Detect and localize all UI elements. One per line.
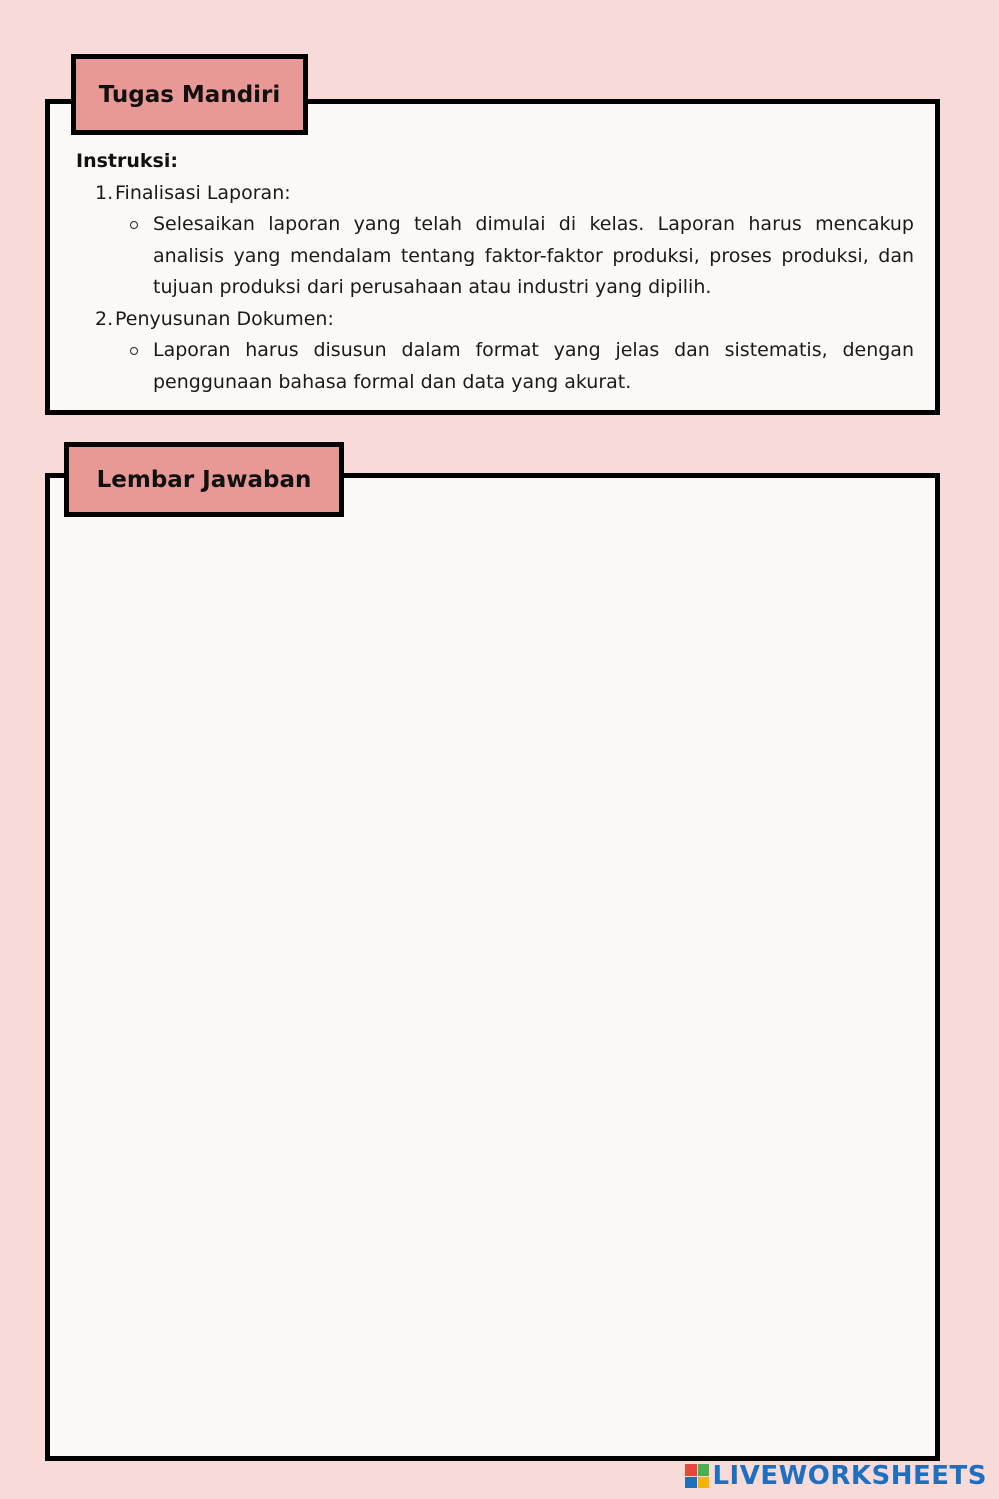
list-item-bullet — [76, 335, 914, 398]
liveworksheets-watermark — [685, 1461, 987, 1491]
item-title: Finalisasi Laporan: — [115, 181, 291, 204]
list-item-bullet — [76, 209, 914, 304]
watermark-text: LIVEWORKSHEETS — [712, 1461, 987, 1491]
item-title: Penyusunan Dokumen: — [115, 307, 334, 330]
logo-square — [685, 1464, 697, 1476]
logo-square — [698, 1477, 710, 1489]
bullet-text: Selesaikan laporan yang telah dimulai di kelas. Laporan harus mencakup analisis yang mendalam tentang faktor-faktor produksi, proses produksi, dan tujuan produksi dari perusahaan atau industri yang dipilih. — [153, 213, 914, 298]
instructions-heading: Instruksi: — [76, 150, 178, 172]
item-number: 2. — [95, 307, 114, 330]
bullet-text: Laporan harus disusun dalam format yang jelas dan sistematis, dengan penggunaan bahasa formal dan data yang akurat. — [153, 339, 914, 393]
instructions — [76, 146, 914, 398]
answer-area[interactable] — [45, 473, 940, 1461]
answer-tab-title: Lembar Jawaban — [64, 442, 344, 517]
bullet-icon — [130, 221, 138, 229]
list-item — [76, 178, 914, 210]
item-number: 1. — [95, 181, 114, 204]
task-tab-title: Tugas Mandiri — [71, 54, 308, 135]
bullet-icon — [130, 347, 138, 355]
liveworksheets-logo-icon — [685, 1464, 709, 1488]
logo-square — [698, 1464, 710, 1476]
logo-square — [685, 1477, 697, 1489]
list-item — [76, 304, 914, 336]
